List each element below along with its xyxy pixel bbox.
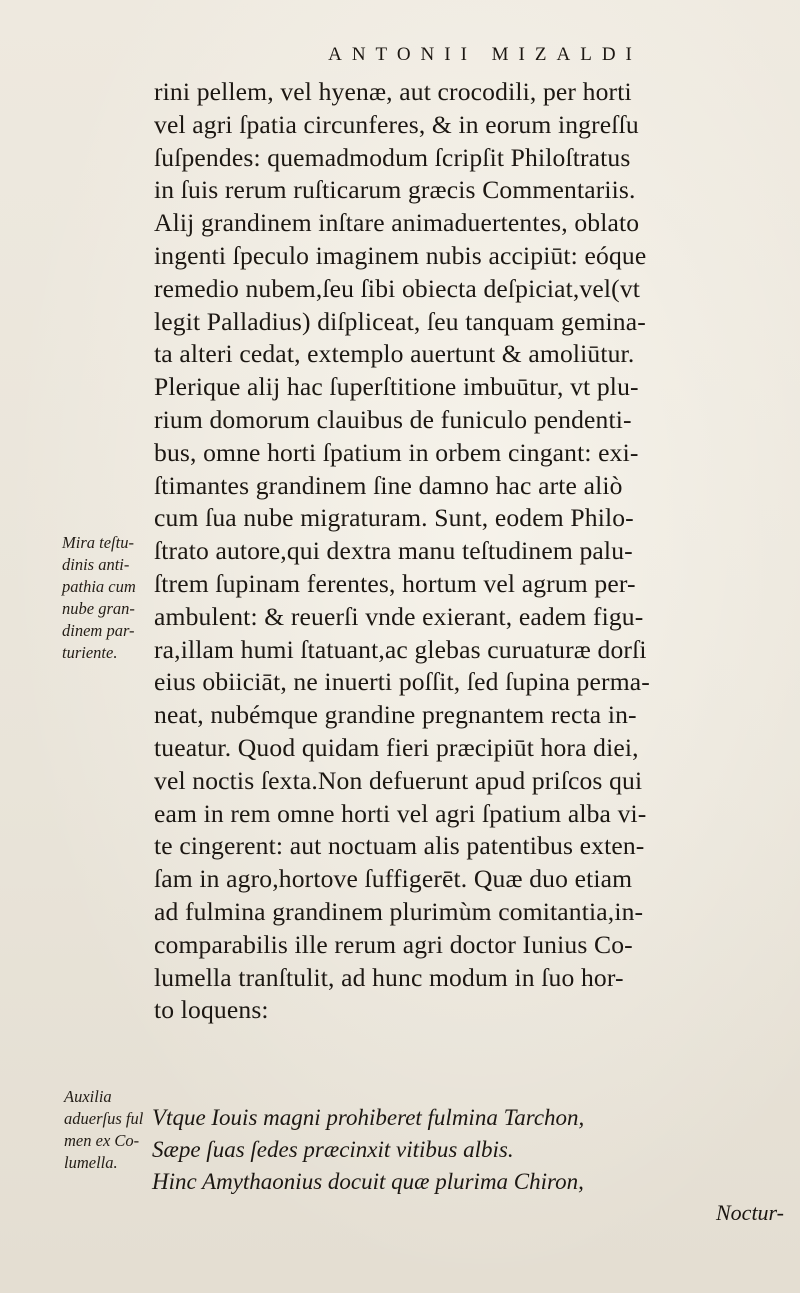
text-line: tueatur. Quod quidam fieri præcipiūt hora diei, — [154, 732, 639, 762]
text-line: to loquens: — [154, 995, 269, 1025]
marginal-line: nube gran- — [62, 599, 135, 618]
text-line: ſtrato autore,qui dextra manu teſtudinem palu- — [154, 536, 633, 566]
marginal-line: lumella. — [64, 1153, 118, 1172]
text-line: lumella tranſtulit, ad hunc modum in ſuo hor- — [154, 962, 624, 992]
marginal-line: dinem par- — [62, 621, 135, 640]
marginal-line: dinis anti- — [62, 555, 130, 574]
text-line: vel agri ſpatia circunferes, & in eorum ingreſſu — [154, 109, 639, 139]
text-line: rium domorum clauibus de funiculo pendenti- — [154, 404, 632, 434]
verse-line: Vtque Iouis magni prohiberet fulmina Tarchon, — [152, 1105, 585, 1130]
running-head-text: ANTONII MIZALDI — [328, 44, 642, 65]
text-line: eius obiiciāt, ne inuerti poſſit, ſed ſupina perma- — [154, 667, 650, 697]
text-line: bus, omne horti ſpatium in orbem cingant: exi- — [154, 437, 639, 467]
text-line: ambulent: & reuerſi vnde exierant, eadem figu- — [154, 601, 644, 631]
marginal-line: turiente. — [62, 643, 118, 662]
text-line: ſam in agro,hortove ſuffigerēt. Quæ duo etiam — [154, 864, 633, 894]
main-text-block — [154, 76, 774, 1027]
text-line: ad fulmina grandinem plurimùm comitantia,in- — [154, 896, 644, 926]
marginal-line: aduerſus ful — [64, 1109, 144, 1128]
text-line: ſuſpendes: quemadmodum ſcripſit Philoſtratus — [154, 142, 631, 172]
text-line: cum ſua nube migraturam. Sunt, eodem Philo- — [154, 503, 634, 533]
marginal-line: Mira teſtu- — [62, 533, 134, 552]
text-line: Alij grandinem inſtare animaduertentes, oblato — [154, 208, 640, 238]
marginal-line: pathia cum — [62, 577, 136, 596]
text-line: eam in rem omne horti vel agri ſpatium alba vi- — [154, 798, 647, 828]
text-line: Plerique alij hac ſuperſtitione imbuūtur, vt plu- — [154, 372, 639, 402]
verse-line: Hinc Amythaonius docuit quæ plurima Chiron, — [152, 1169, 584, 1194]
catchword: Noctur- — [716, 1200, 784, 1225]
text-line: neat, nubémque grandine pregnantem recta in- — [154, 700, 637, 730]
marginal-note-testudo — [62, 532, 152, 664]
text-line: te cingerent: aut noctuam alis patentibus exten- — [154, 831, 645, 861]
text-line: legit Palladius) diſpliceat, ſeu tanquam gemina- — [154, 306, 646, 336]
marginal-line: men ex Co- — [64, 1131, 140, 1150]
verse-line: Sæpe ſuas ſedes præcinxit vitibus albis. — [152, 1137, 514, 1162]
running-head — [0, 44, 800, 66]
text-line: vel noctis ſexta.Non defuerunt apud priſcos qui — [154, 765, 643, 795]
text-line: ſtrem ſupinam ferentes, hortum vel agrum per- — [154, 568, 636, 598]
verse-quotation — [152, 1102, 792, 1198]
text-line: remedio nubem,ſeu ſibi obiecta deſpiciat,vel(vt — [154, 273, 641, 303]
text-line: ra,illam humi ſtatuant,ac glebas curuaturæ dorſi — [154, 634, 647, 664]
text-line: rini pellem, vel hyenæ, aut crocodili, per horti — [154, 77, 632, 106]
text-line: ſtimantes grandinem ſine damno hac arte aliò — [154, 470, 623, 500]
marginal-line: Auxilia — [64, 1087, 112, 1106]
text-line: in ſuis rerum ruſticarum græcis Commentariis. — [154, 175, 636, 205]
marginal-note-auxilia — [64, 1086, 154, 1174]
text-line: comparabilis ille rerum agri doctor Iunius Co- — [154, 929, 633, 959]
text-line: ta alteri cedat, extemplo auertunt & amoliūtur. — [154, 339, 635, 369]
text-line: ingenti ſpeculo imaginem nubis accipiūt: eóque — [154, 240, 647, 270]
